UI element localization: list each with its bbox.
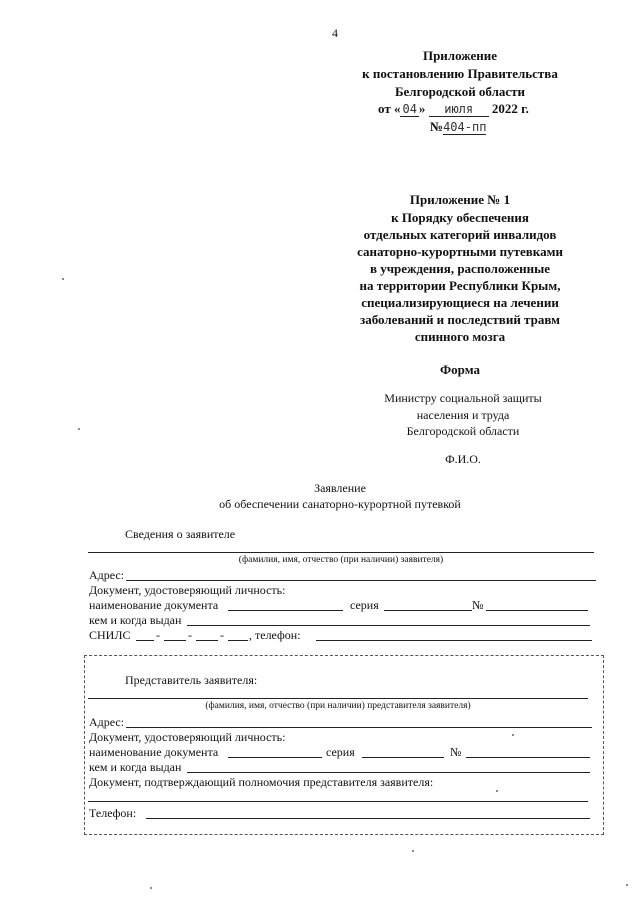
applicant-series-field[interactable]	[384, 610, 472, 611]
statement-title: Заявление	[314, 481, 366, 495]
header-line: Белгородской области	[394, 84, 526, 99]
applicant-number-label: №	[472, 598, 484, 612]
date-prefix: от «	[378, 101, 401, 116]
representative-heading: Представитель заявителя:	[125, 673, 258, 687]
representative-number-label: №	[450, 745, 462, 759]
appendix-line: отдельных категорий инвалидов	[363, 227, 557, 242]
applicant-series-label: серия	[350, 598, 379, 612]
header-number	[430, 119, 486, 135]
date-day: 04	[402, 102, 417, 116]
applicant-address-label: Адрес:	[89, 568, 125, 582]
scan-speck	[78, 428, 80, 430]
representative-authority-field[interactable]	[88, 801, 588, 802]
scan-speck	[150, 887, 152, 889]
representative-doc-name-label: наименование документа	[89, 745, 219, 759]
applicant-issued-label: кем и когда выдан	[89, 613, 182, 627]
number-value: 404-пп	[443, 120, 487, 134]
statement-subtitle: об обеспечении санаторно-курортной путевкой	[219, 497, 461, 511]
snils-dash: -	[220, 628, 224, 642]
representative-doc-name-field[interactable]	[228, 757, 322, 758]
representative-document-label: Документ, удостоверяющий личность:	[89, 730, 286, 744]
representative-series-label: серия	[326, 745, 355, 759]
form-label: Форма	[440, 362, 480, 377]
addressee-line: Белгородской области	[406, 424, 520, 438]
number-prefix: №	[430, 119, 444, 134]
applicant-phone-field[interactable]	[316, 640, 592, 641]
scan-speck	[626, 884, 628, 886]
date-year: 2022 г.	[491, 101, 529, 116]
header-line: Приложение	[422, 48, 498, 63]
appendix-line: заболеваний и последствий травм	[360, 312, 560, 327]
applicant-name-line[interactable]	[88, 552, 594, 553]
scan-speck	[62, 278, 64, 280]
representative-name-line[interactable]	[88, 698, 588, 699]
snils-part[interactable]	[196, 640, 218, 641]
appendix-line: специализирующиеся на лечении	[361, 295, 559, 310]
appendix-line: Приложение № 1	[409, 192, 511, 207]
applicant-name-hint: (фамилия, имя, отчество (при наличии) заявителя)	[238, 555, 444, 565]
applicant-number-field[interactable]	[486, 610, 588, 611]
date-mid: »	[418, 101, 426, 116]
applicant-issued-field[interactable]	[187, 625, 590, 626]
addressee-line: населения и труда	[416, 408, 510, 422]
representative-number-field[interactable]	[466, 757, 590, 758]
representative-name-hint: (фамилия, имя, отчество (при наличии) представителя заявителя)	[205, 701, 471, 711]
appendix-line: к Порядку обеспечения	[391, 210, 529, 225]
appendix-line: на территории Республики Крым,	[359, 278, 561, 293]
applicant-doc-name-label: наименование документа	[89, 598, 219, 612]
representative-phone-label: Телефон:	[89, 806, 137, 820]
applicant-doc-name-field[interactable]	[228, 610, 343, 611]
header-date	[378, 101, 529, 117]
applicant-heading: Сведения о заявителе	[125, 527, 236, 541]
appendix-line: санаторно-курортными путевками	[357, 244, 563, 259]
addressee-line: Министру социальной защиты	[384, 391, 542, 405]
addressee-fio: Ф.И.О.	[445, 452, 481, 466]
snils-part[interactable]	[164, 640, 186, 641]
appendix-line: в учреждения, расположенные	[369, 261, 551, 276]
applicant-document-label: Документ, удостоверяющий личность:	[89, 583, 286, 597]
snils-dash: -	[188, 628, 192, 642]
snils-part[interactable]	[228, 640, 248, 641]
snils-part[interactable]	[136, 640, 154, 641]
applicant-snils-label: СНИЛС	[89, 628, 131, 642]
representative-address-field[interactable]	[126, 727, 592, 728]
header-line: к постановлению Правительства	[362, 66, 558, 81]
representative-issued-field[interactable]	[187, 772, 590, 773]
scan-speck	[496, 790, 498, 792]
date-month: июля	[429, 102, 489, 117]
scan-speck	[412, 850, 414, 852]
representative-phone-field[interactable]	[146, 818, 590, 819]
representative-address-label: Адрес:	[89, 715, 125, 729]
appendix-line: спинного мозга	[414, 329, 506, 344]
representative-authority-label: Документ, подтверждающий полномочия представителя заявителя:	[89, 775, 434, 789]
page-number: 4	[332, 26, 338, 40]
applicant-address-field[interactable]	[126, 580, 596, 581]
snils-dash: -	[156, 628, 160, 642]
scan-speck	[512, 734, 514, 736]
representative-series-field[interactable]	[362, 757, 444, 758]
representative-issued-label: кем и когда выдан	[89, 760, 182, 774]
applicant-phone-label: , телефон:	[249, 628, 301, 642]
